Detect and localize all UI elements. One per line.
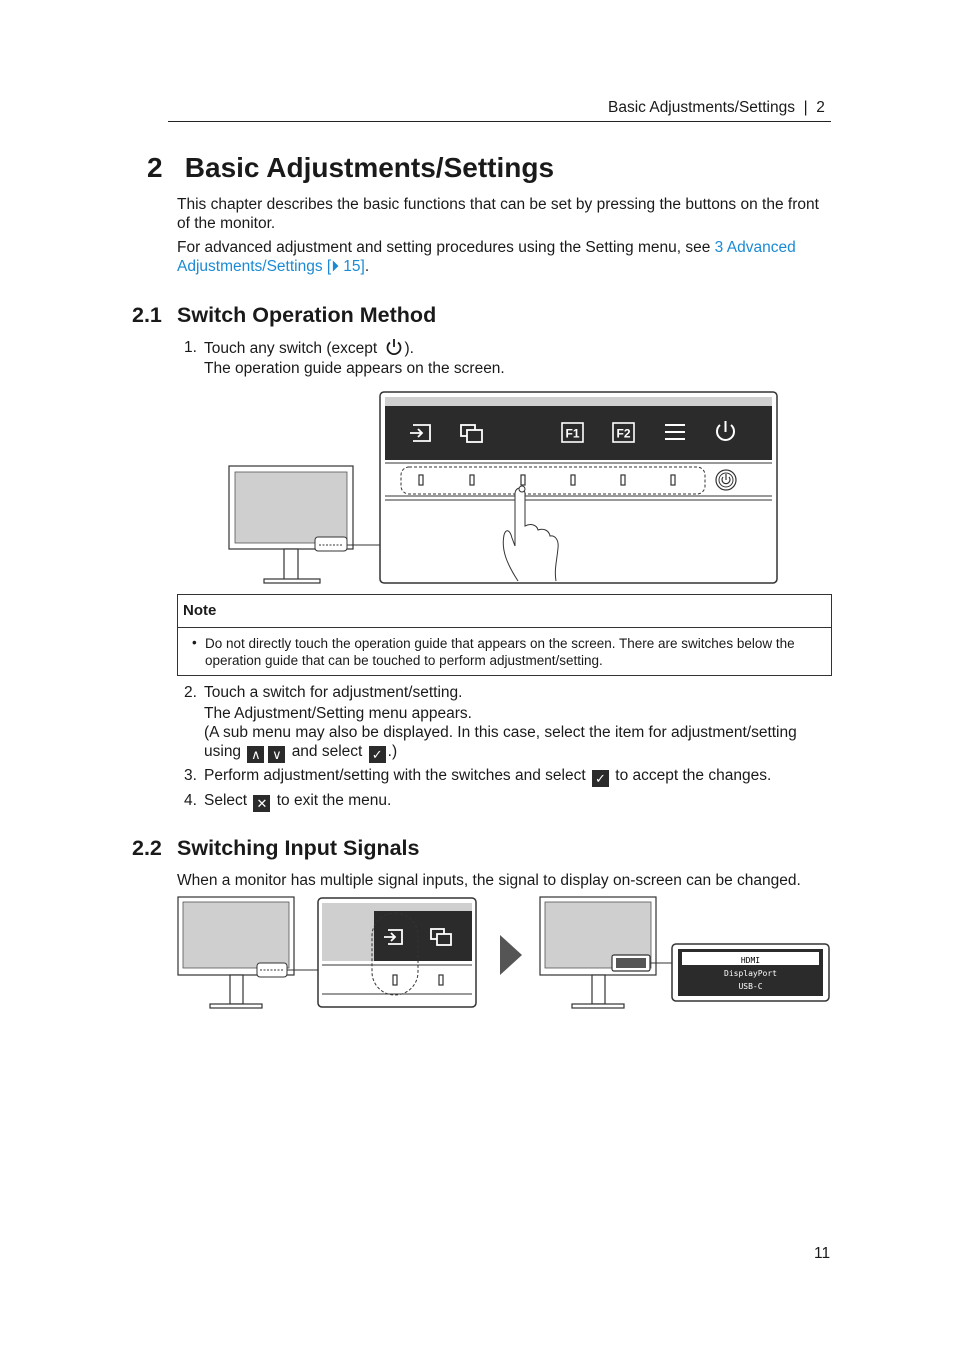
touch-switch[interactable] <box>393 975 397 985</box>
running-header: Basic Adjustments/Settings | 2 <box>608 99 825 116</box>
down-arrow-icon: ∨ <box>268 746 285 763</box>
section-2-1-title <box>132 303 436 328</box>
monitor-illustration <box>178 897 318 1008</box>
step1-text-end: ). <box>404 340 414 357</box>
check-icon: ✓ <box>369 746 386 763</box>
step2-sub3-b: and select <box>291 743 363 760</box>
step2-sub3-a: using <box>204 743 242 760</box>
zoom-panel <box>318 898 476 1007</box>
step-number: 4. <box>184 792 197 809</box>
step-number: 1. <box>184 339 197 356</box>
monitor-illustration <box>540 897 672 1008</box>
section-2-2-title <box>132 836 419 861</box>
chapter-intro-1: This chapter describes the basic functions that can be set by pressing the buttons on the front of the monitor. <box>177 196 819 232</box>
close-icon: ✕ <box>253 795 270 812</box>
note-title: Note <box>183 602 217 619</box>
step3-a: Perform adjustment/setting with the switches and select <box>204 767 586 784</box>
touch-switch[interactable] <box>621 475 625 485</box>
input-option-usbc[interactable]: USB-C <box>738 982 763 991</box>
power-switch-icon[interactable] <box>716 470 736 490</box>
chapter-title-text: Basic Adjustments/Settings <box>184 152 555 183</box>
arrow-right-icon <box>500 935 522 975</box>
zoom-panel <box>380 392 777 583</box>
step-4 <box>184 791 834 812</box>
touch-switch[interactable] <box>521 475 525 485</box>
page-number: 11 <box>814 1245 831 1262</box>
step2-sub2: (A sub menu may also be displayed. In this case, select the item for adjustment/setting <box>204 724 797 741</box>
section-title-text: Switching Input Signals <box>177 836 420 860</box>
note-text: Do not directly touch the operation guide that appears on the screen. There are switches below the operation guide that can be touched to perform adjustment/setting. <box>205 636 795 668</box>
step1-sub: The operation guide appears on the screen. <box>204 360 505 377</box>
input-option-displayport[interactable]: DisplayPort <box>724 969 777 978</box>
header-rule <box>168 121 831 122</box>
step3-b: to accept the changes. <box>615 767 772 784</box>
f2-label: F2 <box>616 426 631 441</box>
section-number: 2.1 <box>132 303 162 327</box>
step2-sub1: The Adjustment/Setting menu appears. <box>204 705 472 722</box>
input-switch-figure <box>174 893 834 1013</box>
note-box <box>177 594 832 676</box>
up-arrow-icon: ∧ <box>247 746 264 763</box>
step4-b: to exit the menu. <box>276 792 392 809</box>
section-title-text: Switch Operation Method <box>177 303 437 327</box>
intro2-text: For advanced adjustment and setting procedures using the Setting menu, see <box>177 239 715 256</box>
step-1 <box>184 338 834 378</box>
section-number: 2.2 <box>132 836 162 860</box>
note-header <box>178 595 831 628</box>
step2-text: Touch a switch for adjustment/setting. <box>204 684 463 701</box>
touch-switch[interactable] <box>571 475 575 485</box>
note-bullet: • <box>192 635 197 650</box>
advanced-settings-link[interactable]: 3 Advanced Adjustments/Settings [⏵ 15] <box>177 239 796 275</box>
step2-sub3 <box>204 742 834 763</box>
step-number: 3. <box>184 767 197 784</box>
check-icon: ✓ <box>592 770 609 787</box>
monitor-illustration <box>229 466 380 583</box>
intro2-end: . <box>364 258 370 275</box>
step-number: 2. <box>184 684 197 701</box>
operation-guide-figure <box>225 388 785 588</box>
input-option-hdmi[interactable]: HDMI <box>740 956 761 965</box>
step1-text: Touch any switch (except <box>204 340 378 357</box>
step-2 <box>184 683 834 763</box>
touch-switch[interactable] <box>671 475 675 485</box>
chapter-intro-2 <box>177 238 827 276</box>
touch-switch[interactable] <box>439 975 443 985</box>
step4-a: Select <box>204 792 248 809</box>
f1-label: F1 <box>565 426 580 441</box>
touch-switch[interactable] <box>470 475 474 485</box>
section2-body: When a monitor has multiple signal inputs, the signal to display on-screen can be changed. <box>177 872 801 889</box>
chapter-title <box>147 152 554 184</box>
step2-sub3-c: .) <box>387 743 398 760</box>
power-icon <box>385 338 403 356</box>
step-3 <box>184 766 834 787</box>
chapter-number: 2 <box>147 152 163 183</box>
touch-switch[interactable] <box>419 475 423 485</box>
